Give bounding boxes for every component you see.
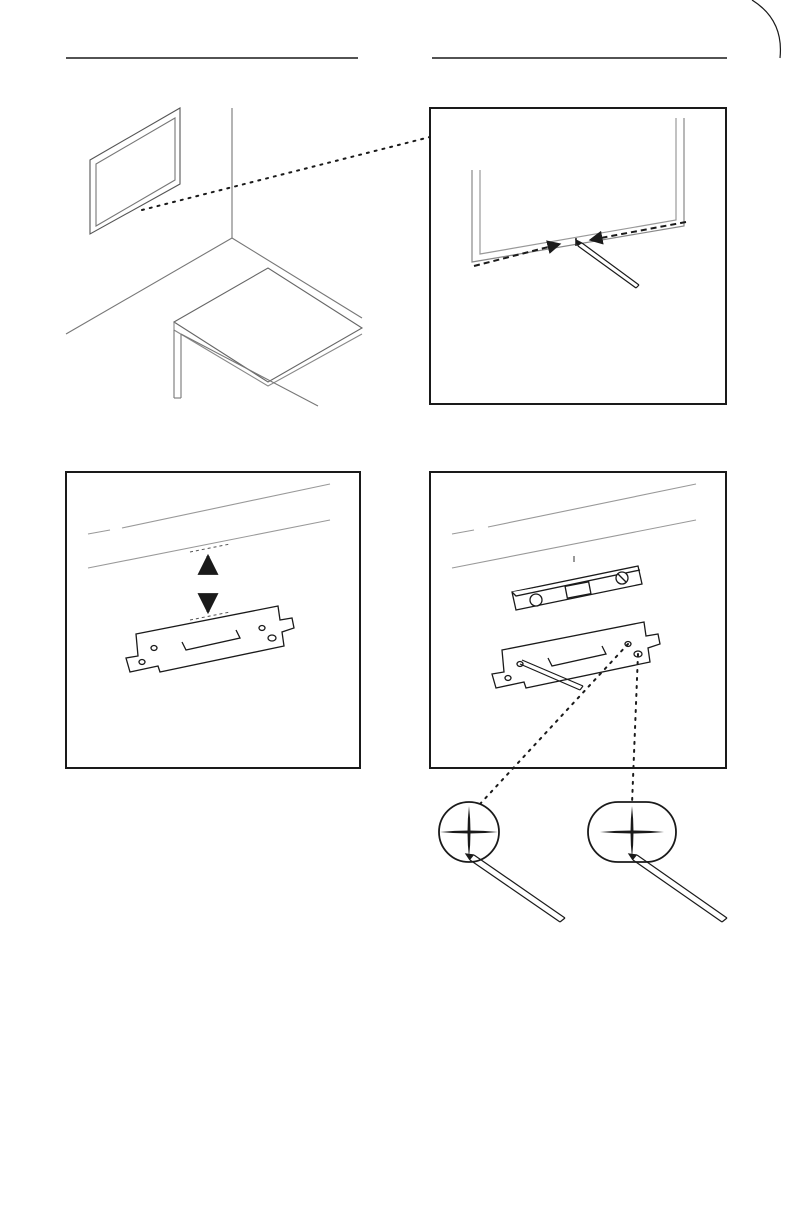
crosshair-mark-slot-icon [588,802,727,922]
detail-panel-frame [430,108,726,404]
leader-dotted-line [142,137,430,210]
page-curl-line [752,0,780,58]
room-scene-illustration [66,108,362,406]
crosshair-mark-round-icon [439,802,565,922]
level-mark-panel-frame [430,472,726,768]
